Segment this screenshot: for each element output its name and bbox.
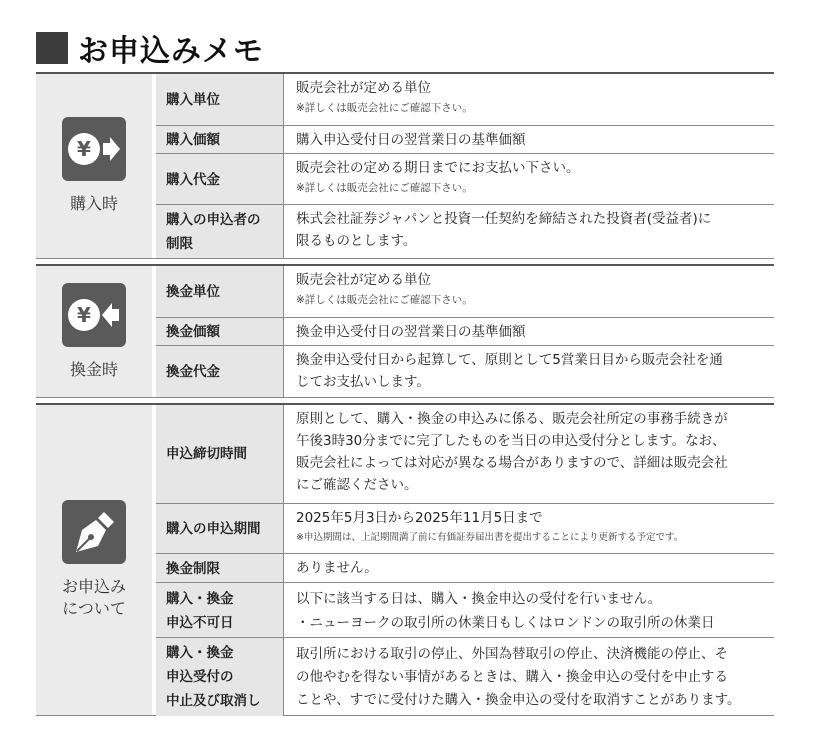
yen-arrow-right-icon (62, 117, 126, 181)
table-row (156, 405, 774, 503)
value-line: 原則として、購入・換金の申込みに係る、販売会社所定の事務手続きが (296, 411, 728, 427)
table-row (156, 503, 774, 554)
value-line: 限るものとします。 (296, 233, 417, 249)
row-label: 購入・換金 申込受付の 中止及び取消し (156, 638, 284, 716)
table-row (156, 345, 774, 397)
value-line: 2025年5月3日から2025年11月5日まで (296, 510, 543, 526)
row-value (284, 126, 774, 154)
value-line: ありません。 (296, 560, 378, 576)
table-row (156, 553, 774, 583)
page-title (36, 24, 264, 72)
row-value (284, 318, 774, 346)
value-note: ※詳しくは販売会社にご確認下さい。 (296, 102, 473, 114)
section-purchase (36, 72, 774, 259)
title-text: お申込みメモ (78, 34, 264, 69)
row-value (284, 583, 774, 638)
row-label: 申込締切時間 (156, 405, 284, 503)
row-label: 換金代金 (156, 346, 284, 397)
value-line: ・ニューヨークの取引所の休業日もしくはロンドンの取引所の休業日 (296, 615, 715, 631)
row-label: 換金制限 (156, 554, 284, 583)
category-label: 購入時 (69, 194, 118, 213)
row-value (284, 638, 774, 716)
value-note: ※詳しくは販売会社にご確認下さい。 (296, 294, 473, 306)
category-redemption (36, 266, 152, 397)
svg-text:¥: ¥ (77, 137, 91, 161)
yen-arrow-left-icon (62, 283, 126, 347)
category-application (36, 405, 152, 715)
title-marker (36, 32, 68, 64)
section-redemption (36, 264, 774, 398)
fountain-pen-icon (62, 500, 126, 564)
value-line: 販売会社によっては対応が異なる場合がありますので、詳細は販売会社 (296, 455, 728, 471)
row-label: 購入の申込者の 制限 (156, 205, 284, 258)
table-row (156, 125, 774, 154)
value-line: 株式会社証券ジャパンと投資一任契約を締結された投資者(受益者)に (296, 211, 712, 227)
value-line: 販売会社が定める単位 (296, 272, 431, 288)
value-line: 以下に該当する日は、購入・換金申込の受付を行いません。 (296, 591, 662, 607)
value-line: 取引所における取引の停止、外国為替取引の停止、決済機能の停止、そ (296, 646, 728, 662)
row-label: 購入代金 (156, 154, 284, 205)
table-row (156, 637, 774, 716)
value-note: ※詳しくは販売会社にご確認下さい。 (296, 182, 473, 194)
value-line: 販売会社が定める単位 (296, 80, 431, 96)
row-value (284, 266, 774, 317)
row-label: 購入単位 (156, 74, 284, 125)
value-line: の他やむを得ない事情があるときは、購入・換金申込の受付を中止する (296, 669, 728, 685)
table-row (156, 74, 774, 125)
table-row (156, 204, 774, 258)
row-value (284, 154, 774, 205)
value-note: ※申込期間は、上記期間満了前に有価証券届出書を提出することにより更新する予定です。 (296, 532, 684, 543)
row-label: 購入価額 (156, 126, 284, 154)
row-value (284, 405, 774, 503)
table-row (156, 153, 774, 205)
value-line: 換金申込受付日から起算して、原則として5営業日目から販売会社を通 (296, 352, 723, 368)
row-value (284, 205, 774, 258)
row-value (284, 346, 774, 397)
row-value (284, 504, 774, 554)
row-label: 購入の申込期間 (156, 504, 284, 554)
row-label: 換金単位 (156, 266, 284, 317)
table-row (156, 266, 774, 317)
value-line: 換金申込受付日の翌営業日の基準価額 (296, 324, 526, 340)
value-line: 午後3時30分までに完了したものを当日の申込受付分とします。なお、 (296, 433, 726, 449)
category-purchase (36, 74, 152, 258)
section-application (36, 403, 774, 716)
category-label: 換金時 (69, 359, 118, 379)
row-label: 購入・換金 申込不可日 (156, 583, 284, 638)
svg-text:¥: ¥ (77, 302, 91, 327)
row-value (284, 74, 774, 125)
row-value (284, 554, 774, 583)
category-label: お申込み について (61, 577, 126, 618)
value-line: にご確認ください。 (296, 477, 418, 493)
table-row (156, 582, 774, 638)
value-line: 販売会社の定める期日までにお支払い下さい。 (296, 160, 580, 176)
value-line: 購入申込受付日の翌営業日の基準価額 (296, 132, 526, 148)
row-label: 換金価額 (156, 318, 284, 346)
table-row (156, 317, 774, 346)
value-line: ことや、すでに受付けた購入・換金申込の受付を取消すことがあります。 (296, 692, 741, 708)
value-line: じてお支払いします。 (296, 374, 430, 390)
